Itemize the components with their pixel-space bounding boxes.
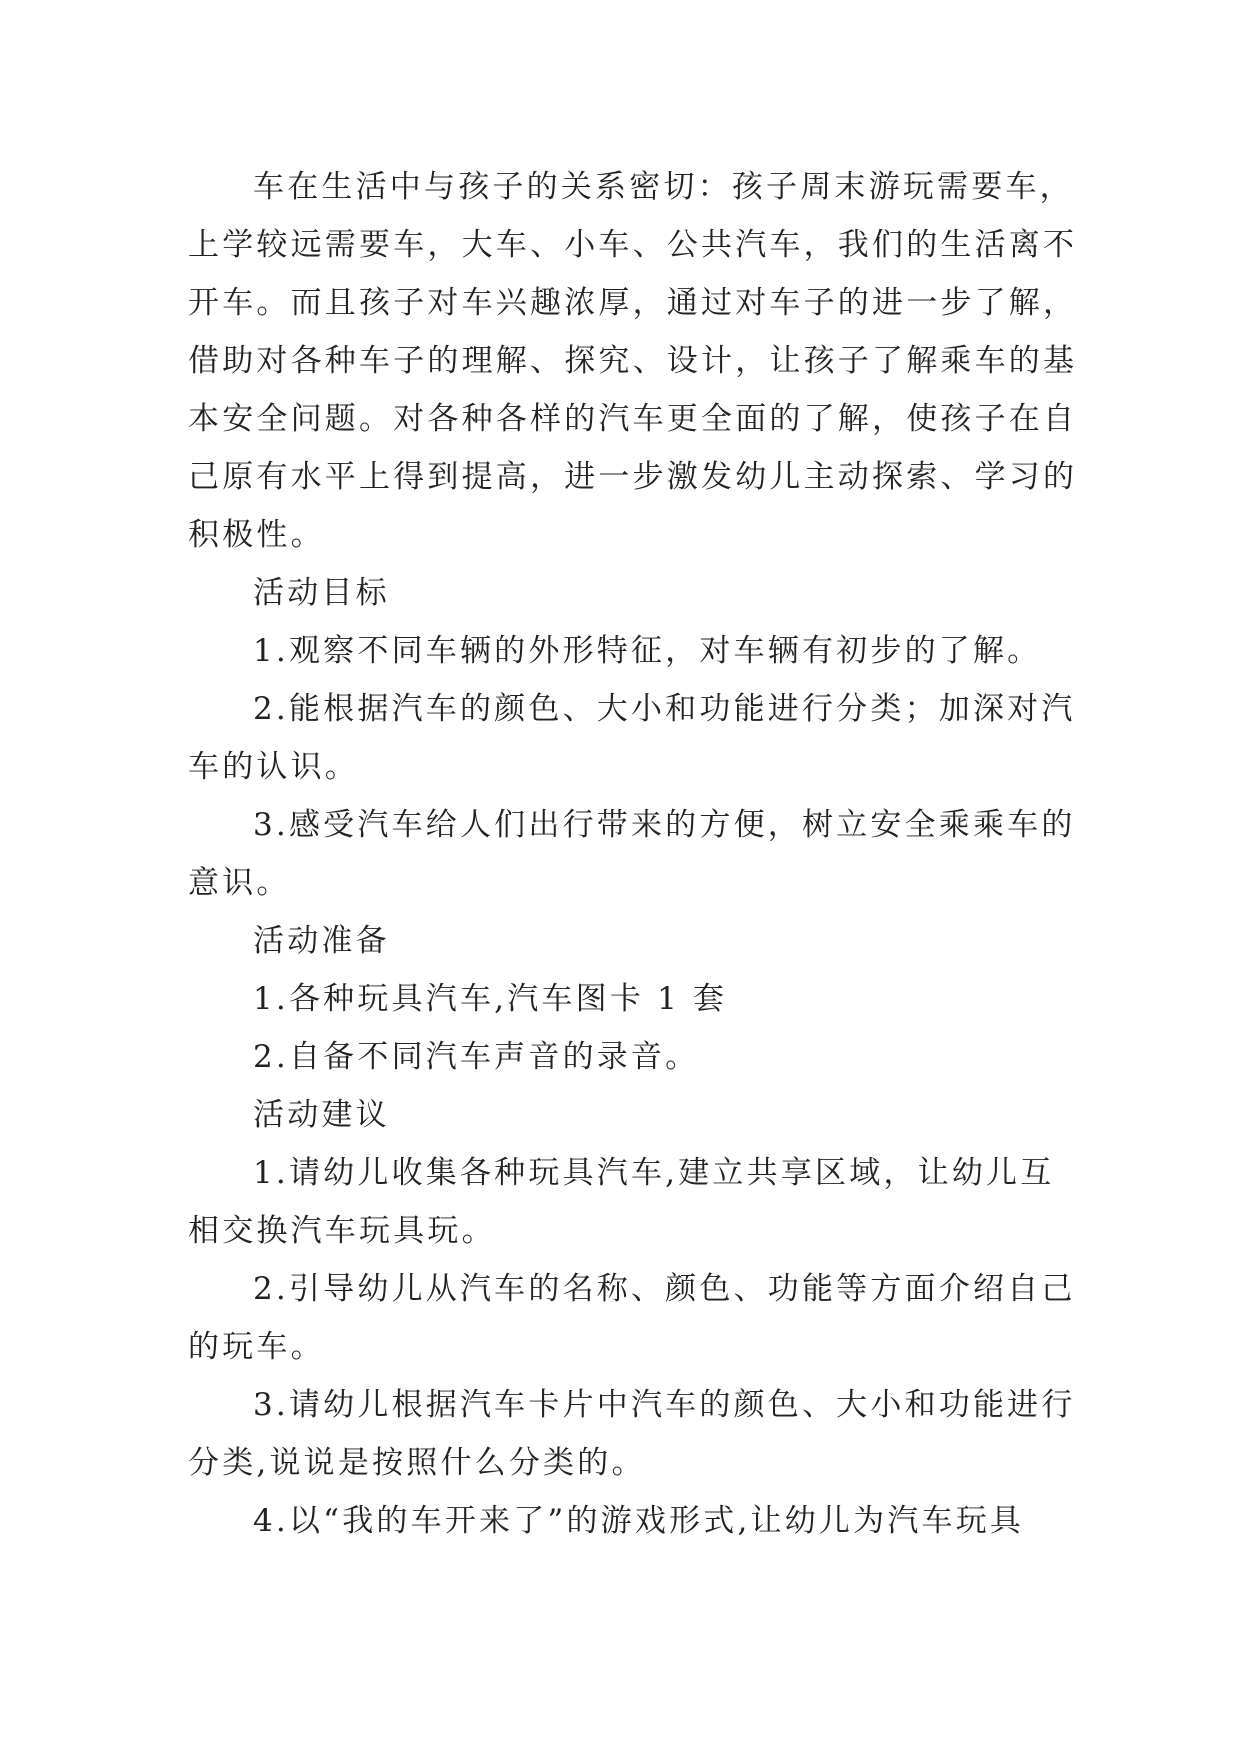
document-body bbox=[188, 158, 1078, 1550]
text-line: 的玩车。 bbox=[188, 1329, 325, 1365]
text-line: 意识。 bbox=[188, 865, 291, 901]
text-line: 4.以“我的车开来了”的游戏形式,让幼儿为汽车玩具 bbox=[253, 1503, 1025, 1539]
text-line: 3.感受汽车给人们出行带来的方便，树立安全乘乘车的 bbox=[253, 807, 1076, 843]
text-line: 借助对各种车子的理解、探究、设计，让孩子了解乘车的基 bbox=[188, 343, 1078, 379]
text-line: 积极性。 bbox=[188, 517, 325, 553]
text-line: 开车。而且孩子对车兴趣浓厚，通过对车子的进一步了解， bbox=[188, 285, 1078, 321]
text-line: 分类,说说是按照什么分类的。 bbox=[188, 1445, 646, 1481]
text-line: 1.各种玩具汽车,汽车图卡 1 套 bbox=[253, 981, 728, 1017]
text-line: 活动目标 bbox=[253, 575, 390, 611]
text-line: 2.引导幼儿从汽车的名称、颜色、功能等方面介绍自己 bbox=[253, 1271, 1076, 1307]
text-line: 1.观察不同车辆的外形特征，对车辆有初步的了解。 bbox=[253, 633, 1042, 669]
text-line: 车的认识。 bbox=[188, 749, 359, 785]
text-line: 1.请幼儿收集各种玩具汽车,建立共享区域，让幼儿互 bbox=[253, 1155, 1055, 1191]
text-line: 2.自备不同汽车声音的录音。 bbox=[253, 1039, 700, 1075]
text-line: 2.能根据汽车的颜色、大小和功能进行分类；加深对汽 bbox=[253, 691, 1076, 727]
text-line: 车在生活中与孩子的关系密切：孩子周末游玩需要车， bbox=[253, 169, 1074, 205]
text-line: 3.请幼儿根据汽车卡片中汽车的颜色、大小和功能进行 bbox=[253, 1387, 1076, 1423]
text-line: 本安全问题。对各种各样的汽车更全面的了解，使孩子在自 bbox=[188, 401, 1078, 437]
text-line: 己原有水平上得到提高，进一步激发幼儿主动探索、学习的 bbox=[188, 459, 1078, 495]
text-line: 上学较远需要车，大车、小车、公共汽车，我们的生活离不 bbox=[188, 227, 1078, 263]
text-line: 活动建议 bbox=[253, 1097, 390, 1133]
text-line: 活动准备 bbox=[253, 923, 390, 959]
text-line: 相交换汽车玩具玩。 bbox=[188, 1213, 496, 1249]
